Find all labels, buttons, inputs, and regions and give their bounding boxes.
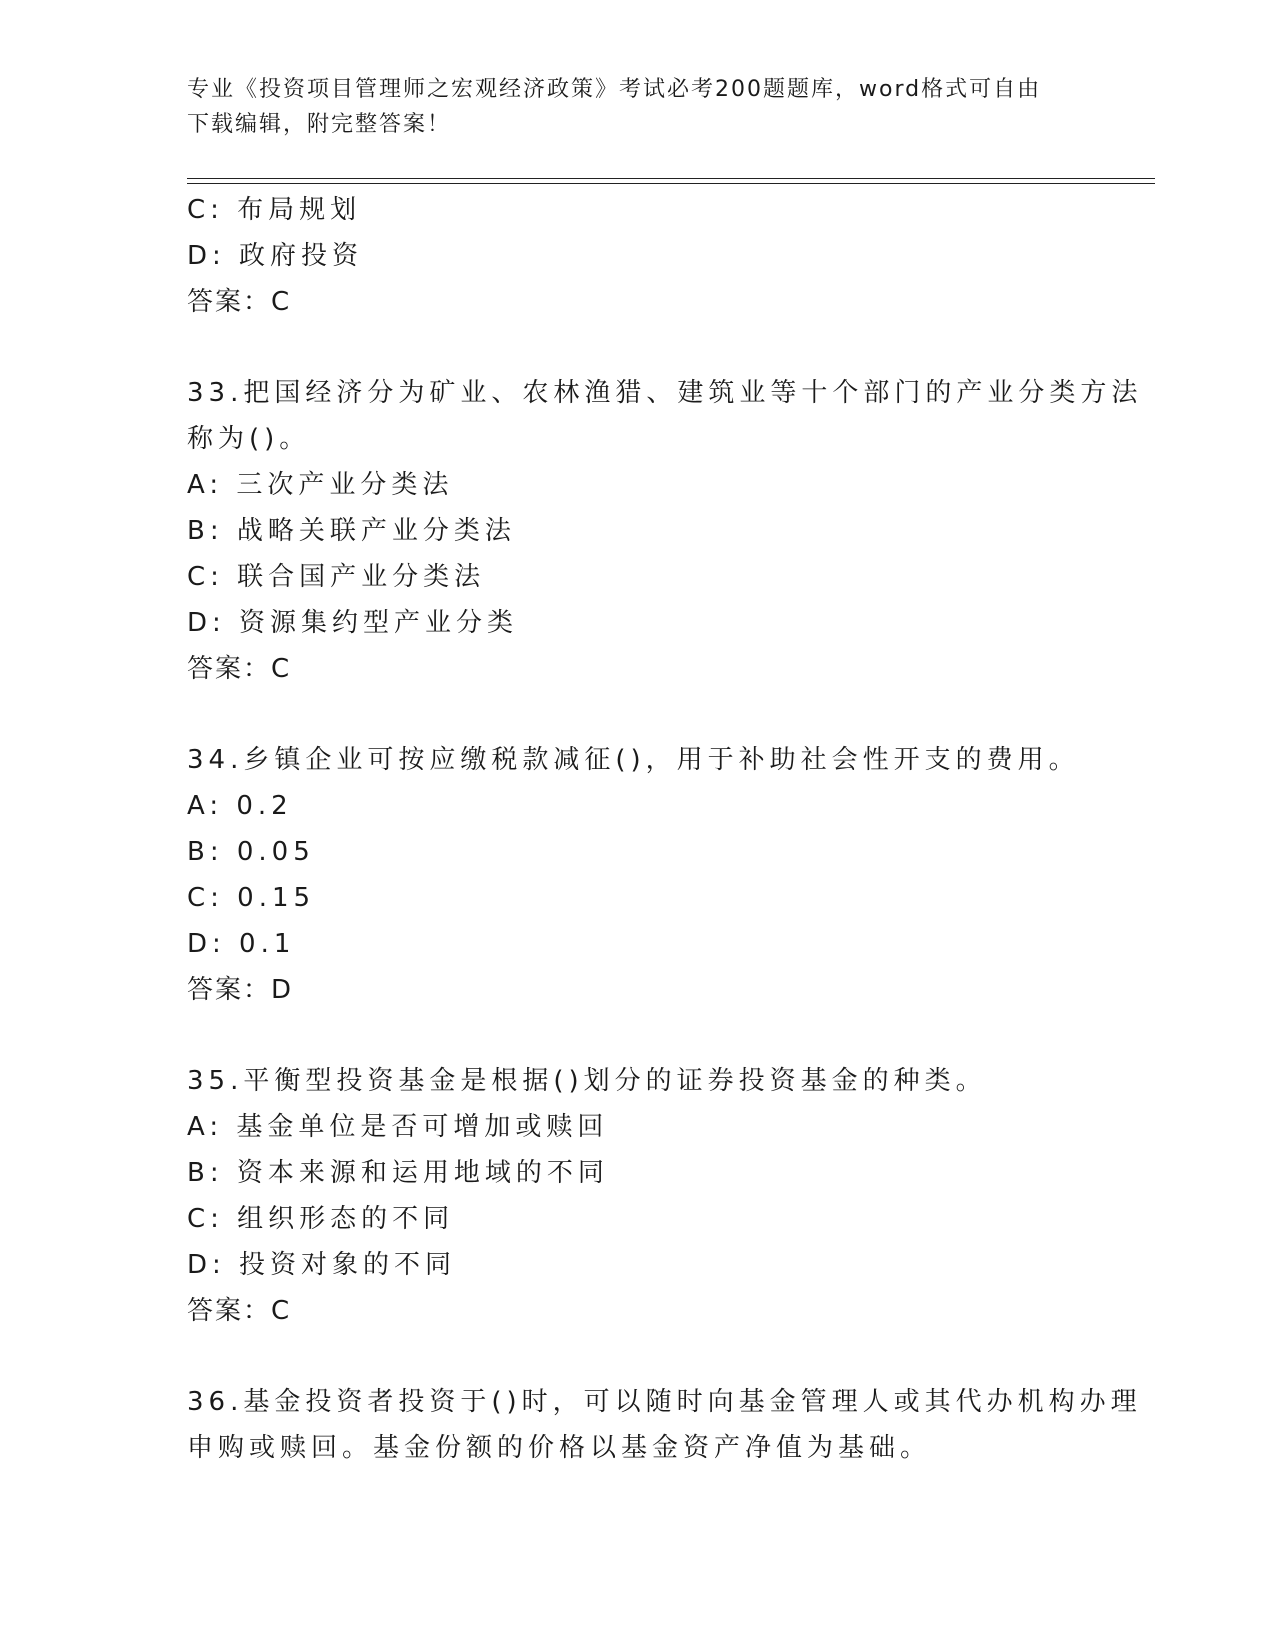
option-b: B: 战略关联产业分类法 [187,516,516,546]
option-d: D: 政府投资 [187,241,364,271]
question-stem: 33.把国经济分为矿业、农林渔猎、建筑业等十个部门的产业分类方法 [187,378,1143,408]
option-a: A: 三次产业分类法 [187,470,454,500]
question-stem-cont: 称为()。 [187,424,311,454]
option-c: C: 联合国产业分类法 [187,562,486,592]
spacer [187,1013,1087,1058]
question-stem-cont: 申购或赎回。基金份额的价格以基金资产净值为基础。 [187,1433,932,1463]
question-block-32 [187,187,1087,325]
question-block-35 [187,1058,1087,1334]
option-d: D: 0.1 [187,929,296,959]
option-d: D: 投资对象的不同 [187,1250,457,1280]
question-stem: 34.乡镇企业可按应缴税款减征()，用于补助社会性开支的费用。 [187,745,1080,775]
option-c: C: 组织形态的不同 [187,1204,455,1234]
header-rule-bottom [187,183,1155,184]
spacer [187,325,1087,370]
question-stem: 36.基金投资者投资于()时，可以随时向基金管理人或其代办机构办理 [187,1387,1142,1417]
option-b: B: 资本来源和运用地域的不同 [187,1158,609,1188]
answer: 答案：C [187,654,292,684]
question-block-36 [187,1379,1142,1471]
option-c: C: 0.15 [187,883,316,913]
option-c: C: 布局规划 [187,195,362,225]
answer: 答案：C [187,1296,292,1326]
spacer [187,1334,1087,1379]
spacer [187,692,1087,737]
question-list [187,187,1143,1471]
option-d: D: 资源集约型产业分类 [187,608,519,638]
question-stem: 35.平衡型投资基金是根据()划分的证券投资基金的种类。 [187,1066,987,1096]
option-a: A: 基金单位是否可增加或赎回 [187,1112,609,1142]
option-b: B: 0.05 [187,837,315,867]
answer: 答案：C [187,287,292,317]
document-header [187,72,1087,142]
answer: 答案：D [187,975,294,1005]
header-line-1: 专业《投资项目管理师之宏观经济政策》考试必考200题题库，word格式可自由 [187,77,1042,102]
option-a: A: 0.2 [187,791,293,821]
question-block-33 [187,370,1143,692]
header-line-2: 下载编辑，附完整答案！ [187,112,452,137]
header-rule-top [187,178,1155,179]
question-block-34 [187,737,1087,1013]
